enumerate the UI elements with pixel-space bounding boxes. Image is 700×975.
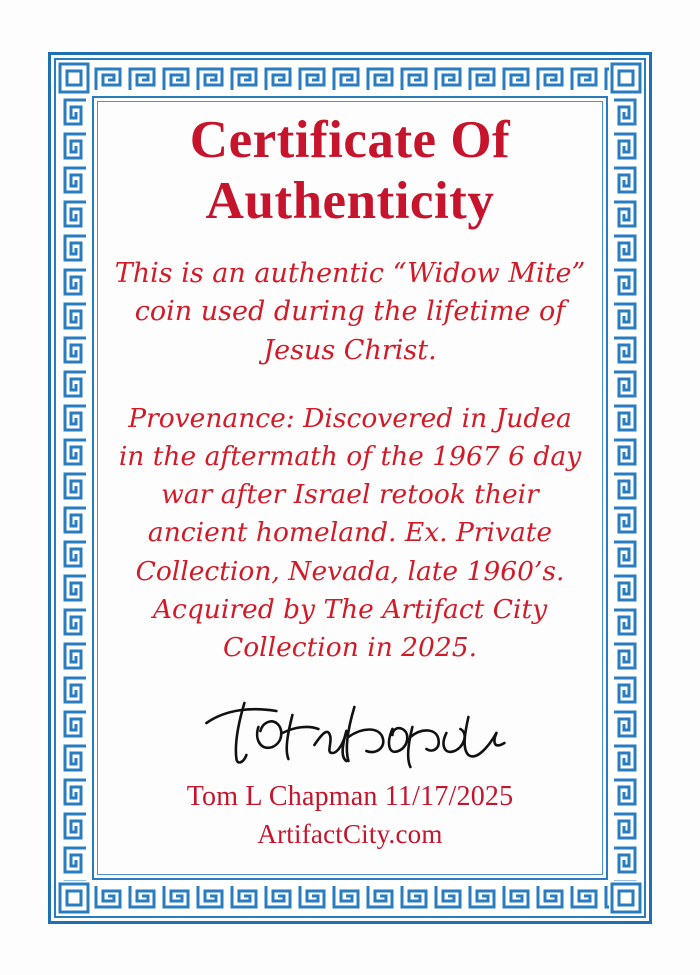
corner-ornament-bottom-right bbox=[609, 881, 643, 915]
signature-area bbox=[112, 693, 588, 779]
greek-key-pattern-right bbox=[609, 61, 643, 915]
page-title bbox=[112, 110, 588, 233]
authenticity-statement: This is an authentic “Widow Mite” coin used during the lifetime of Jesus Christ. bbox=[114, 257, 586, 366]
greek-key-pattern-left bbox=[57, 61, 91, 915]
title-line-1: Certificate Of bbox=[189, 111, 511, 169]
corner-ornament-bottom-left bbox=[57, 881, 91, 915]
signer-line: Tom L Chapman 11/17/2025 bbox=[186, 781, 514, 813]
website-line: ArtifactCity.com bbox=[257, 819, 443, 850]
provenance-statement: Provenance: Discovered in Judea in the aftermath of the 1967 6 day war after Israel retook their ancient homeland. Ex. Private Collection, Nevada, late 1960’s. Acquired by The Artifact City Collection in 2025. bbox=[118, 402, 582, 663]
corner-ornament-top-right bbox=[609, 61, 643, 95]
handwritten-signature-icon bbox=[196, 693, 516, 775]
title-line-2: Authenticity bbox=[205, 172, 495, 231]
corner-ornament-top-left bbox=[57, 61, 91, 95]
greek-key-pattern-bottom bbox=[57, 881, 643, 915]
greek-key-pattern-top bbox=[57, 61, 643, 95]
certificate-content bbox=[112, 110, 588, 870]
